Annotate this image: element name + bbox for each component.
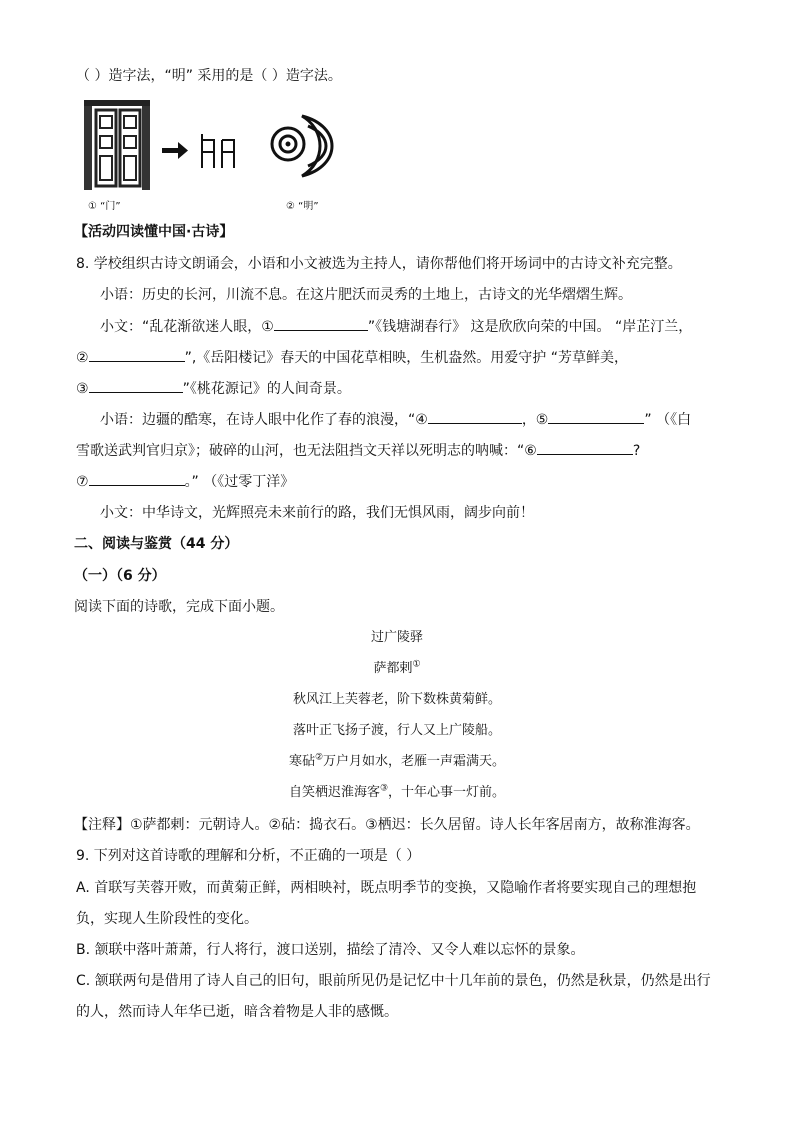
q9-option-a-line2: 负，实现人生阶段性的变化。 [76, 911, 258, 927]
q8-stem: 8. 学校组织古诗文朗诵会，小语和小文被选为主持人，请你帮他们将开场词中的古诗文补充完整。 [76, 256, 682, 272]
q9-option-a-line1: A. 首联写芙蓉开败，而黄菊正鲜，两相映衬，既点明季节的变换，又隐喻作者将要实现自己的理想抱 [76, 880, 697, 896]
gate-pictograph-icon [84, 100, 150, 190]
arrow-right-icon [162, 142, 188, 159]
answer-blank-3[interactable] [89, 378, 183, 393]
q8-paragraph-7: ⑦ 。” （《过零丁洋》 [76, 471, 294, 492]
poem-line-1: 秋风江上芙蓉老，阶下数株黄菊鲜。 [292, 692, 501, 707]
answer-blank-6[interactable] [537, 440, 633, 455]
q8-paragraph-1: 小语：历史的长河，川流不息。在这片肥沃而灵秀的土地上，古诗文的光华熠熠生辉。 [100, 287, 632, 303]
q8-paragraph-5: 小语：边疆的酷寒，在诗人眼中化作了春的浪漫，“④ ，⑤ ” （《白 [100, 409, 691, 430]
q7-tail: （ ）造字法，“明” 采用的是（ ）造字法。 [76, 68, 342, 84]
figure-caption-ming: ② “明” [286, 201, 319, 212]
q9-option-b: B. 颔联中落叶萧萧，行人将行，渡口送别，描绘了清冷、又令人难以忘怀的景象。 [76, 942, 585, 958]
poem-line-4: 自笑栖迟淮海客③，十年心事一灯前。 [288, 783, 506, 800]
q9-option-c-line1: C. 颔联两句是借用了诗人自己的旧句，眼前所见仍是记忆中十几年前的景色，仍然是秋景，仍然是出行 [76, 973, 711, 989]
gate-glyph-icon [202, 134, 234, 168]
q9-option-c-line2: 的人，然而诗人年华已逝，暗含着物是人非的感慨。 [76, 1004, 398, 1020]
q8-paragraph-2: 小文：“乱花渐欲迷人眼，① ”《钱塘湖春行》 这是欣欣向荣的中国。 “岸芷汀兰， [100, 316, 692, 337]
q8-paragraph-8: 小文：中华诗文，光辉照亮未来前行的路，我们无惧风雨，阔步向前！ [100, 505, 534, 521]
character-evolution-figure [80, 96, 340, 196]
figure-caption-men: ① “门” [88, 201, 121, 212]
q8-paragraph-3: ② ”,《岳阳楼记》春天的中国花草相映，生机盎然。用爱守护 “芳草鲜美， [76, 347, 628, 368]
poem-notes: 【注释】①萨都剌：元朝诗人。②砧：捣衣石。③栖迟：长久居留。诗人长年客居南方，故称淮海客。 [74, 817, 700, 833]
answer-blank-7[interactable] [89, 471, 185, 486]
q8-paragraph-4: ③ ”《桃花源记》的人间奇景。 [76, 378, 351, 399]
q9-stem: 9. 下列对这首诗歌的理解和分析，不正确的一项是（ ） [76, 848, 421, 864]
activity4-title: 【活动四读懂中国·古诗】 [74, 224, 234, 240]
poem-line-3: 寒砧②万户月如水，老雁一声霜满天。 [288, 752, 506, 769]
answer-blank-2[interactable] [89, 347, 185, 362]
instruction: 阅读下面的诗歌，完成下面小题。 [74, 599, 284, 615]
sun-moon-pictograph-icon [272, 116, 332, 176]
poem-title: 过广陵驿 [370, 630, 423, 645]
q8-paragraph-6: 雪歌送武判官归京》；破碎的山河，也无法阻挡文天祥以死明志的呐喊：“⑥ ? [76, 440, 640, 461]
answer-blank-5[interactable] [548, 409, 644, 424]
answer-blank-1[interactable] [274, 316, 368, 331]
part1-title: （一）（6 分） [74, 568, 166, 584]
section2-title: 二、阅读与鉴赏（44 分） [74, 536, 239, 552]
poem-line-2: 落叶正飞扬子渡，行人又上广陵船。 [292, 723, 501, 738]
answer-blank-4[interactable] [428, 409, 522, 424]
poem-author: 萨都剌① [373, 659, 421, 676]
